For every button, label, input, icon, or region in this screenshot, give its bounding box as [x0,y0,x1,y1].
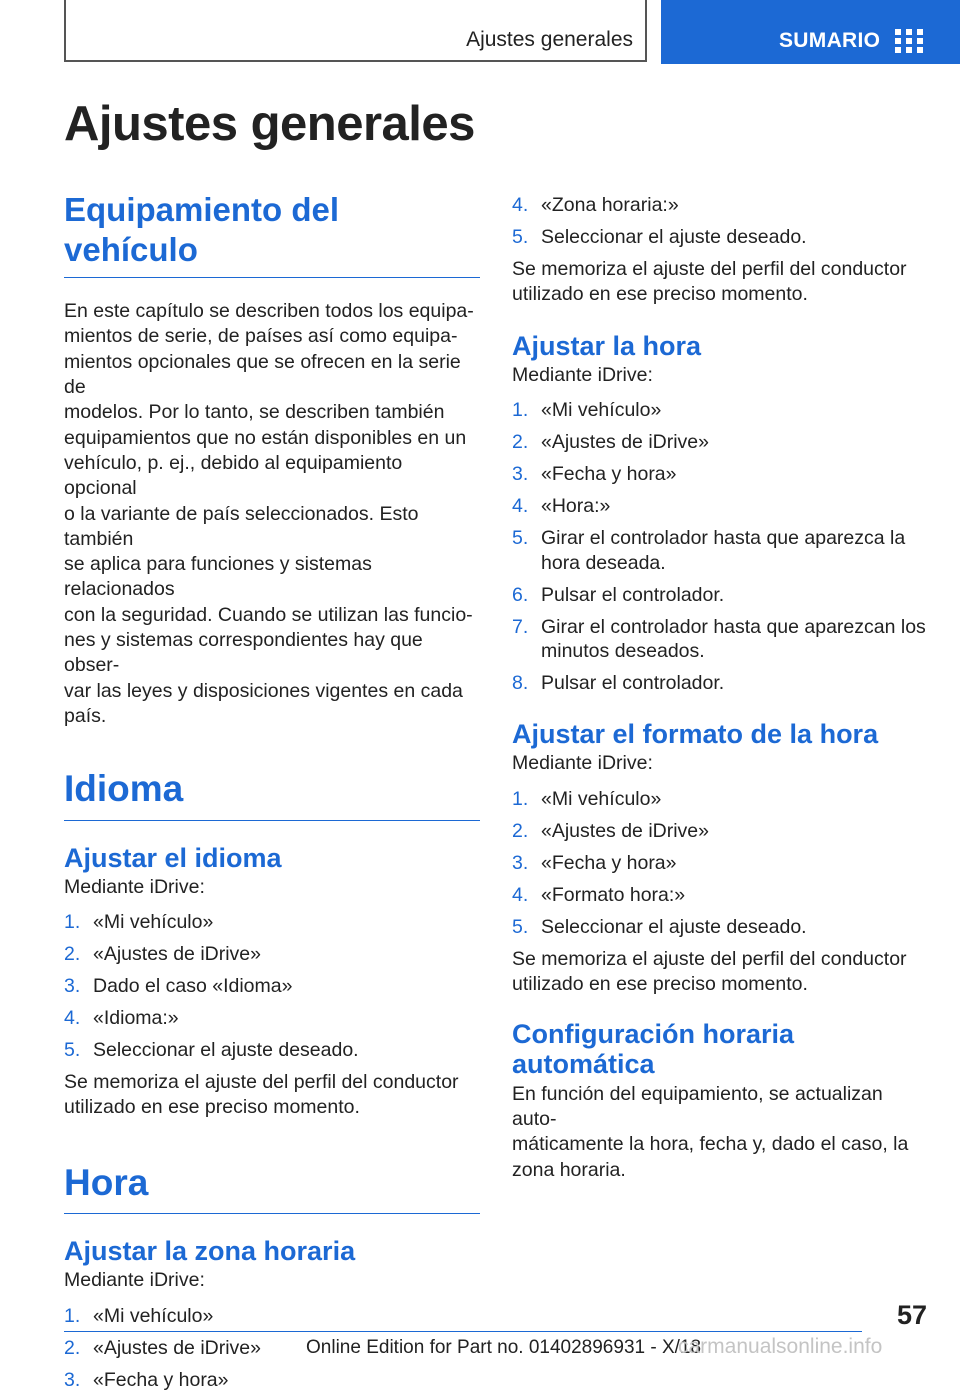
subheading-formato-hora: Ajustar el formato de la hora [512,719,879,750]
list-item: 5. Seleccionar el ajuste deseado. [512,226,807,248]
heading-equipamiento: Equipamiento del vehículo [64,190,480,278]
list-item: 2. «Ajustes de iDrive» [512,819,709,842]
list-item: 3. Dado el caso «Idioma» [64,975,293,998]
ajustar-hora-steps [512,398,928,696]
list-item: 1. «Mi vehículo» [512,399,662,422]
idioma-note: Se memoriza el ajuste del perfil del conductor utilizado en ese preciso momento. [64,1071,459,1119]
section-header-title: Ajustes generales [466,28,633,51]
section-header-box [64,0,647,62]
automatica-text: En función del equipamiento, se actualizan auto- máticamente la hora, fecha y, dado el caso, la zona horaria. [512,1082,909,1181]
subheading-zona-horaria: Ajustar la zona horaria [64,1236,356,1267]
list-item: 5. Seleccionar el ajuste deseado. [64,1039,359,1062]
idioma-steps [64,910,480,1063]
list-item: 2. «Ajustes de iDrive» [64,1336,261,1359]
list-item: 1. «Mi vehículo» [512,787,662,810]
watermark-text: carmanualsonline.info [678,1335,883,1358]
page-title: Ajustes generales [64,97,475,151]
list-item: 5. Girar el controlador hasta que aparezca la hora deseada. [512,527,906,574]
right-column [512,193,928,1183]
list-item: 3. «Fecha y hora» [512,851,677,874]
sumario-label: SUMARIO [779,29,881,52]
list-item: 2. «Ajustes de iDrive» [64,943,261,966]
formato-steps [512,787,928,940]
list-item: 4. «Hora:» [512,495,611,518]
idioma-intro: Mediante iDrive: [64,875,205,898]
subheading-ajustar-idioma: Ajustar el idioma [64,842,282,873]
formato-intro: Mediante iDrive: [512,752,653,775]
list-item: 8. Pulsar el controlador. [512,672,725,695]
edition-text: Online Edition for Part no. 01402896931 - X/18 [306,1337,702,1358]
list-item: 2. «Ajustes de iDrive» [512,431,709,454]
list-item: 3. «Fecha y hora» [64,1368,229,1391]
formato-note: Se memoriza el ajuste del perfil del conductor utilizado en ese preciso momento. [512,947,907,995]
zona-horaria-steps-cont [512,193,928,250]
subheading-ajustar-hora: Ajustar la hora [512,330,702,361]
sumario-button[interactable] [661,0,960,64]
list-item: 5. Seleccionar el ajuste deseado. [512,915,807,938]
grid-menu-icon [895,29,923,53]
heading-hora: Hora [64,1161,480,1214]
subheading-configuracion-automatica: Configuración horaria automática [512,1019,795,1080]
footer-divider [64,1331,862,1332]
list-item: 7. Girar el controlador hasta que aparezcan los minutos deseados. [512,615,926,663]
list-item: 4. «Zona horaria:» [512,194,679,216]
list-item: 6. Pulsar el controlador. [512,583,725,606]
list-item: 1. «Mi vehículo» [64,911,214,934]
list-item: 4. «Formato hora:» [512,883,686,906]
left-column [64,190,480,1400]
hora-intro: Mediante iDrive: [64,1269,205,1292]
list-item: 4. «Idioma:» [64,1007,179,1030]
page-number: 57 [896,1300,927,1330]
equipamiento-text: En este capítulo se describen todos los equipa- mientos de serie, de países así como equipa- mientos opcionales que se ofrecen en la serie de modelos. Por lo tanto, se describen también equipamientos que no están disponibles en un vehículo, p. ej., debido al equipamiento opcional o la variante de país seleccionados. Esto también se aplica para funciones y sistemas relacionados con la seguridad. Cuando se utilizan las funcio- nes y sistemas correspondientes hay que obser- var las leyes y disposiciones vigentes en cada país. [64,300,474,727]
heading-idioma: Idioma [64,767,480,820]
list-item: 1. «Mi vehículo» [64,1304,214,1327]
ajustar-hora-intro: Mediante iDrive: [512,363,653,386]
zona-horaria-note: Se memoriza el ajuste del perfil del conductor utilizado en ese preciso momento. [512,258,907,306]
list-item: 3. «Fecha y hora» [512,463,677,486]
